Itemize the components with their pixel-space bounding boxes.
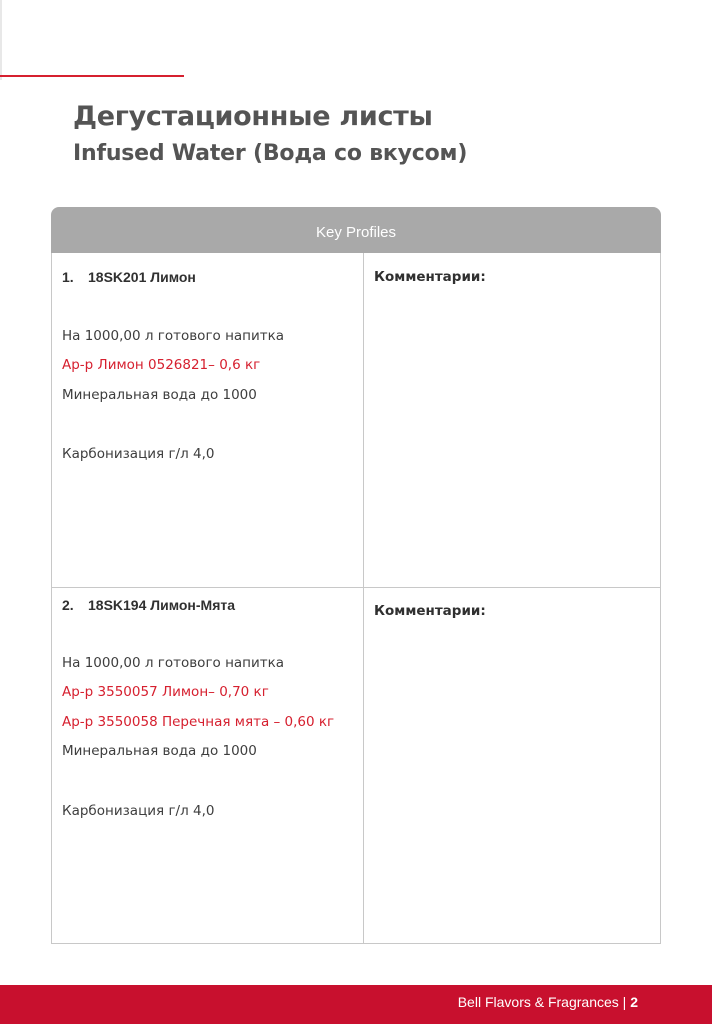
row-1-heading xyxy=(62,269,196,285)
row-1-name: 18SK201 Лимон xyxy=(88,269,196,285)
row-2-heading xyxy=(62,597,235,613)
footer-brand: Bell Flavors & Fragrances | xyxy=(457,994,631,1010)
table-grid xyxy=(51,253,661,944)
row-2-comments-label: Комментарии: xyxy=(374,603,486,619)
footer-text xyxy=(458,994,638,1010)
row-1-comments-label: Комментарии: xyxy=(374,269,486,285)
footer-bar xyxy=(0,985,712,1024)
table-header: Key Profiles xyxy=(51,207,661,253)
row-2-number: 2. xyxy=(62,597,74,613)
row-divider xyxy=(52,587,660,588)
row-1-water: Минеральная вода до 1000 xyxy=(62,387,257,403)
row-2-comments-area[interactable] xyxy=(364,627,660,939)
accent-line xyxy=(0,75,184,77)
footer-page-number: 2 xyxy=(630,994,638,1010)
row-2-aroma-2: Ар-р 3550058 Перечная мята – 0,60 кг xyxy=(62,714,335,730)
row-1-comments-area[interactable] xyxy=(364,293,660,583)
row-2-carbonation: Карбонизация г/л 4,0 xyxy=(62,803,215,819)
row-1-base: На 1000,00 л готового напитка xyxy=(62,328,285,344)
row-2-water: Минеральная вода до 1000 xyxy=(62,743,257,759)
row-2-aroma-1: Ар-р 3550057 Лимон– 0,70 кг xyxy=(62,684,269,700)
page-title: Дегустационные листы xyxy=(73,101,433,132)
row-1-aroma-1: Ар-р Лимон 0526821– 0,6 кг xyxy=(62,357,261,373)
row-1-number: 1. xyxy=(62,269,74,285)
row-1-carbonation: Карбонизация г/л 4,0 xyxy=(62,446,215,462)
tasting-table xyxy=(51,207,661,945)
page-edge-rule xyxy=(0,0,2,80)
row-2-base: На 1000,00 л готового напитка xyxy=(62,655,285,671)
page-subtitle: Infused Water (Вода со вкусом) xyxy=(73,141,468,166)
row-2-name: 18SK194 Лимон-Мята xyxy=(88,597,236,613)
